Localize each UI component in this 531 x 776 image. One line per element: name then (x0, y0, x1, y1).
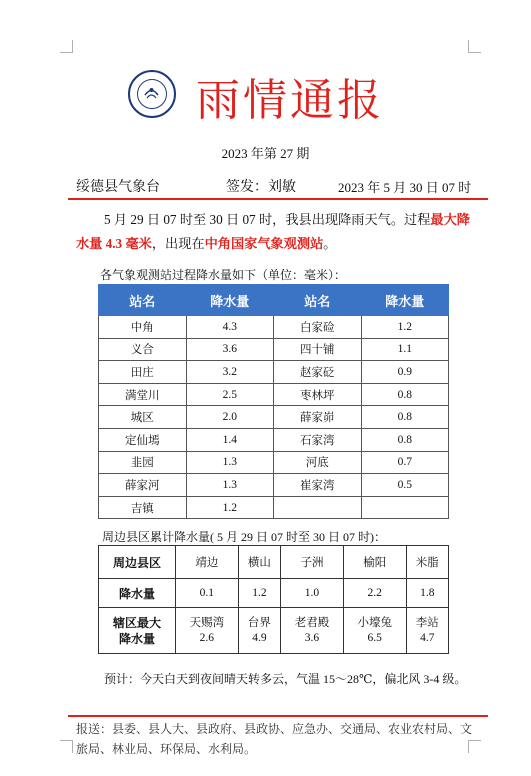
column-header: 降水量 (361, 285, 449, 316)
column-header: 站名 (99, 285, 187, 316)
table-row (99, 338, 449, 361)
row-label: 辖区最大 降水量 (99, 608, 176, 654)
station-name-cell: 白家硷 (274, 316, 362, 339)
station-name-cell: 韭园 (99, 451, 187, 474)
issuer-org: 绥德县气象台 (76, 180, 160, 195)
station-name-cell: 崔家湾 (274, 474, 362, 497)
max-station-highlight: 中角国家气象观测站 (204, 236, 324, 251)
station-name-cell: 定仙墕 (99, 428, 187, 451)
rainfall-cell (361, 496, 449, 519)
station-name-cell: 河底 (274, 451, 362, 474)
document-title: 雨情通报 (196, 76, 384, 125)
county-name: 子洲 (281, 546, 344, 579)
station-name-cell: 田庄 (99, 361, 187, 384)
neighbor-counties-table (98, 545, 449, 654)
table-header-row (99, 285, 449, 316)
row-label: 周边县区 (99, 546, 176, 579)
weather-forecast: 预计：今天白天到夜间晴天转多云，气温 15～28℃，偏北风 3-4 级。 (104, 672, 467, 686)
rainfall-cell: 0.5 (361, 474, 449, 497)
logo-emblem-icon (137, 79, 167, 109)
max-station-cell: 天赐湾 2.6 (176, 608, 239, 654)
station-name-cell: 石家湾 (274, 428, 362, 451)
table-row (99, 608, 449, 654)
recipients-list: 报送：县委、县人大、县政府、县政协、应急办、交通局、农业农村局、文旅局、林业局、环保局、水利局。 (76, 722, 473, 756)
rainfall-cell: 0.7 (361, 451, 449, 474)
neighbor-table-caption: 周边县区累计降水量( 5 月 29 日 07 时至 30 日 07 时)： (102, 530, 386, 544)
rainfall-cell: 2.5 (186, 383, 274, 406)
page-corner-top-right (468, 40, 481, 53)
station-name-cell: 义合 (99, 338, 187, 361)
stations-table-caption: 各气象观测站过程降水量如下（单位：毫米）： (100, 268, 347, 282)
county-name: 靖边 (176, 546, 239, 579)
rainfall-cell: 1.2 (186, 496, 274, 519)
rainfall-cell: 0.8 (361, 428, 449, 451)
rainfall-cell: 0.8 (361, 406, 449, 429)
rainfall-cell: 0.9 (361, 361, 449, 384)
max-rainfall-highlight: 最大降水量 4.3 毫米 (76, 212, 470, 251)
table-row (99, 496, 449, 519)
rainfall-cell: 2.0 (186, 406, 274, 429)
max-station-cell: 李站 4.7 (406, 608, 448, 654)
max-station-cell: 小壕兔 6.5 (343, 608, 406, 654)
rainfall-cell: 3.2 (186, 361, 274, 384)
station-name-cell: 中角 (99, 316, 187, 339)
max-station-cell: 台界 4.9 (238, 608, 280, 654)
stations-rainfall-table (98, 284, 449, 519)
table-row (99, 546, 449, 579)
station-name-cell: 城区 (99, 406, 187, 429)
rainfall-value: 1.8 (406, 579, 448, 608)
station-name-cell: 四十铺 (274, 338, 362, 361)
issue-datetime: 2023 年 5 月 30 日 07 时 (338, 180, 472, 195)
rainfall-cell: 0.8 (361, 383, 449, 406)
table-row (99, 579, 449, 608)
table-row (99, 383, 449, 406)
rainfall-cell: 1.4 (186, 428, 274, 451)
rainfall-cell: 3.6 (186, 338, 274, 361)
station-name-cell: 薛家峁 (274, 406, 362, 429)
rainfall-cell: 4.3 (186, 316, 274, 339)
rainfall-cell: 1.3 (186, 451, 274, 474)
station-name-cell: 薛家河 (99, 474, 187, 497)
rainfall-summary: 5 月 29 日 07 时至 30 日 07 时，我县出现降雨天气。过程最大降水量 4.3 毫米，出现在中角国家气象观测站。 (76, 212, 470, 251)
county-name: 米脂 (406, 546, 448, 579)
rainfall-value: 0.1 (176, 579, 239, 608)
page-corner-bottom-left (60, 740, 73, 753)
table-row (99, 316, 449, 339)
station-name-cell: 枣林坪 (274, 383, 362, 406)
table-row (99, 361, 449, 384)
station-name-cell: 吉镇 (99, 496, 187, 519)
column-header: 站名 (274, 285, 362, 316)
county-name: 榆阳 (343, 546, 406, 579)
rainfall-value: 2.2 (343, 579, 406, 608)
rainfall-value: 1.2 (238, 579, 280, 608)
rainfall-cell: 1.1 (361, 338, 449, 361)
table-row (99, 474, 449, 497)
rainfall-cell: 1.2 (361, 316, 449, 339)
station-name-cell (274, 496, 362, 519)
header-divider (68, 198, 488, 200)
signer: 签发：刘敏 (226, 180, 296, 195)
rainfall-value: 1.0 (281, 579, 344, 608)
table-row (99, 428, 449, 451)
max-station-cell: 老君殿 3.6 (281, 608, 344, 654)
footer-divider (68, 715, 488, 717)
issue-number: 2023 年第 27 期 (221, 146, 310, 161)
table-row (99, 406, 449, 429)
meteorological-logo (128, 70, 176, 118)
column-header: 降水量 (186, 285, 274, 316)
row-label: 降水量 (99, 579, 176, 608)
table-row (99, 451, 449, 474)
station-name-cell: 满堂川 (99, 383, 187, 406)
station-name-cell: 赵家砭 (274, 361, 362, 384)
rainfall-cell: 1.3 (186, 474, 274, 497)
page-corner-top-left (60, 40, 73, 53)
county-name: 横山 (238, 546, 280, 579)
